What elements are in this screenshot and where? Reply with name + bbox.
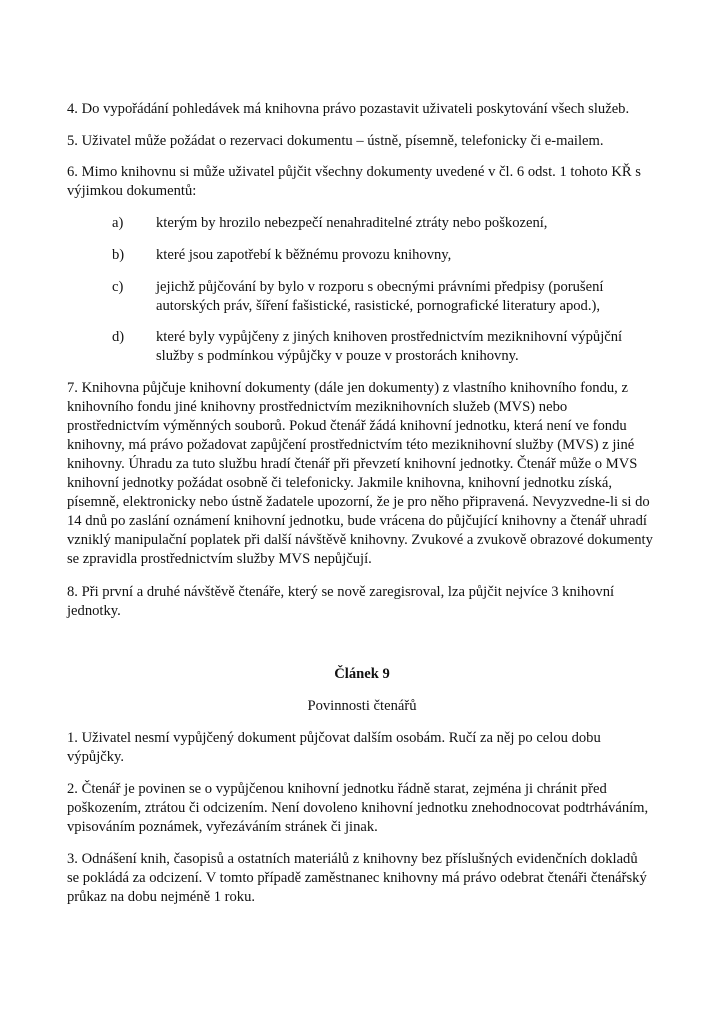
paragraph-line: poškozením, ztrátou či odcizením. Není dovoleno knihovní jednotku znehodnocovat podtrháváním, <box>67 800 649 816</box>
list-item-text: autorských práv, šíření fašistické, rasistické, pornografické literatury apod.), <box>156 298 601 314</box>
paragraph-6-line-2: výjimkou dokumentů: <box>67 183 197 199</box>
list-item-letter: d) <box>112 329 125 345</box>
list-item-letter: b) <box>112 247 125 263</box>
list-item-text: které jsou zapotřebí k běžnému provozu knihovny, <box>156 247 452 263</box>
paragraph-5: 5. Uživatel může požádat o rezervaci dokumentu – ústně, písemně, telefonicky či e-mailem. <box>67 133 604 149</box>
paragraph-4: 4. Do vypořádání pohledávek má knihovna právo pozastavit uživateli poskytování všech služeb. <box>67 101 630 117</box>
paragraph-line: knihovní jednotky požádat osobně či telefonicky. Jakmile knihovna, knihovní jednotku získá, <box>67 475 612 491</box>
paragraph-line: písemně, elektronicky nebo ústně žadatele upozorní, že je pro něho připravená. Nevyzvedne-li si do <box>67 494 650 510</box>
paragraph-line: 14 dnů po zaslání oznámení knihovní jednotku, bude vrácena do půjčující knihovny a čtenář uhradí <box>67 513 647 529</box>
list-item-text: které byly vypůjčeny z jiných knihoven prostřednictvím meziknihovní výpůjční <box>156 329 623 345</box>
paragraph-line: průkaz na dobu nejméně 1 roku. <box>67 889 256 905</box>
list-item-text: jejichž půjčování by bylo v rozporu s obecnými právními předpisy (porušení <box>156 279 604 295</box>
paragraph-6-line-1: 6. Mimo knihovnu si může uživatel půjčit všechny dokumenty uvedené v čl. 6 odst. 1 tohoto KŘ s <box>67 164 641 180</box>
paragraph-line: knihovního fondu jiné knihovny prostřednictvím meziknihovních služeb (MVS) nebo <box>67 399 568 415</box>
paragraph-line: 1. Uživatel nesmí vypůjčený dokument půjčovat dalším osobám. Ručí za něj po celou dobu <box>67 730 601 746</box>
paragraph-line: 3. Odnášení knih, časopisů a ostatních materiálů z knihovny bez příslušných evidenčních dokladů <box>67 851 638 867</box>
paragraph-line: vpisováním poznámek, vyřezáváním stránek či jinak. <box>67 819 378 835</box>
paragraph-line: jednotky. <box>67 603 121 619</box>
paragraph-line: výpůjčky. <box>67 749 125 765</box>
paragraph-line: se zpravidla prostřednictvím služby MVS nepůjčují. <box>67 551 372 567</box>
list-item-text: služby s podmínkou výpůjčky v pouze v prostorách knihovny. <box>156 348 519 364</box>
paragraph-line: 8. Při první a druhé návštěvě čtenáře, který se nově zaregisroval, lza půjčit nejvíce 3 knihovní <box>67 584 615 600</box>
paragraph-line: knihovny. Úhradu za tuto službu hradí čtenář při převzetí knihovní jednotky. Čtenář může o MVS <box>67 456 638 472</box>
paragraph-line: prostřednictvím výměnných souborů. Pokud čtenář žádá knihovní jednotku, která není ve fondu <box>67 418 627 434</box>
paragraph-line: knihovny, má právo požadovat zapůjčení prostřednictvím této meziknihovní služby (MVS) z jiné <box>67 437 635 453</box>
paragraph-line: 7. Knihovna půjčuje knihovní dokumenty (dále jen dokumenty) z vlastního knihovního fondu, z <box>67 380 628 396</box>
paragraph-line: vzniklý manipulační poplatek při další návštěvě knihovny. Zvukové a zvukově obrazové dokumenty <box>67 532 653 548</box>
article-subtitle: Povinnosti čtenářů <box>307 698 417 714</box>
article-heading: Článek 9 <box>334 666 390 682</box>
paragraph-line: se pokládá za odcizení. V tomto případě zaměstnanec knihovny má právo odebrat čtenáři čtenářský <box>67 870 647 886</box>
paragraph-line: 2. Čtenář je povinen se o vypůjčenou knihovní jednotku řádně starat, zejména ji chránit před <box>67 781 607 797</box>
list-item-letter: c) <box>112 279 124 295</box>
list-item-letter: a) <box>112 215 124 231</box>
list-item-text: kterým by hrozilo nebezpečí nenahraditelné ztráty nebo poškození, <box>156 215 548 231</box>
